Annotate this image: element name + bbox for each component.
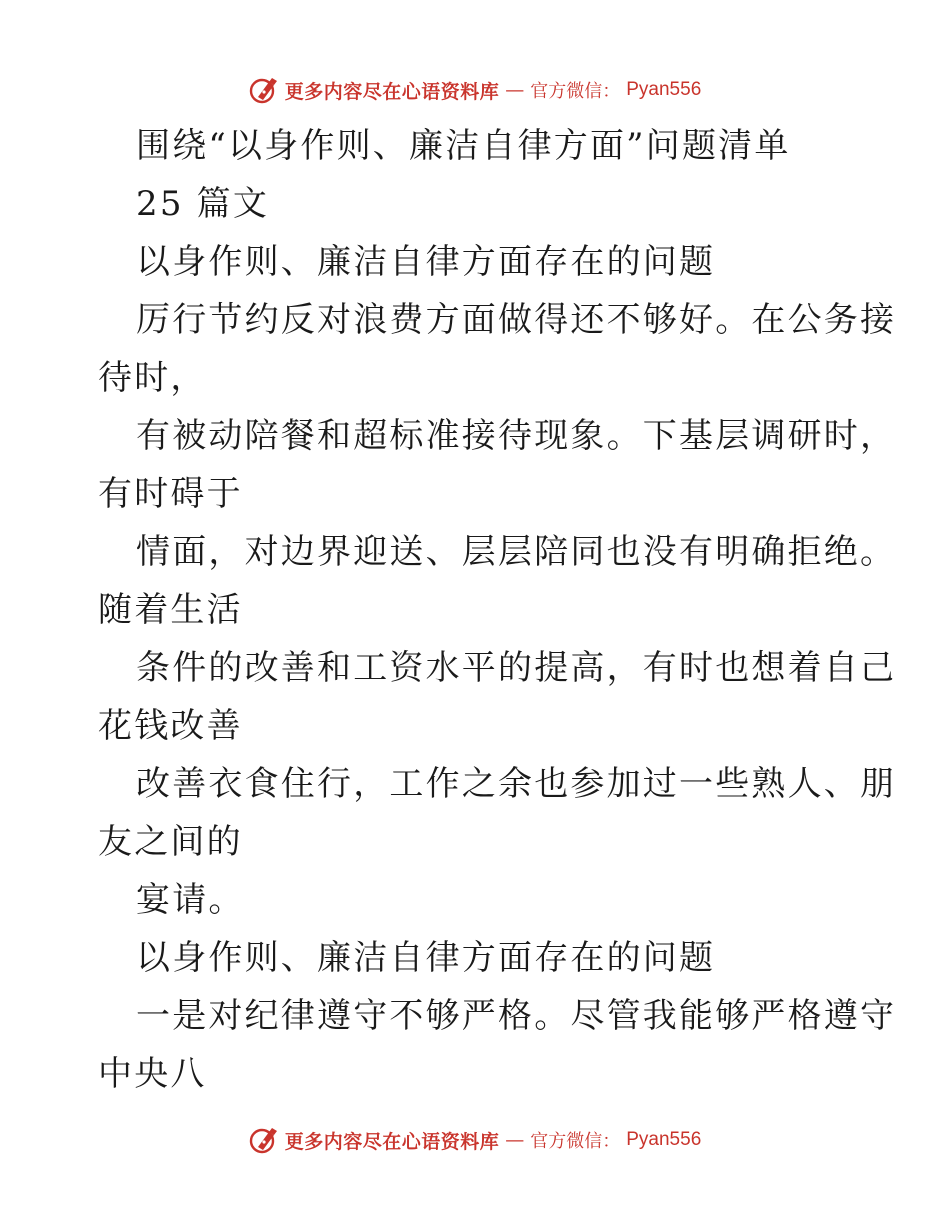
paragraph-line: 一是对纪律遵守不够严格。尽管我能够严格遵守 bbox=[136, 996, 897, 1036]
footer-watermark-banner bbox=[0, 1120, 950, 1160]
paragraph-line: 厉行节约反对浪费方面做得还不够好。在公务接 bbox=[136, 300, 897, 340]
paragraph-line: 有被动陪餐和超标准接待现象。下基层调研时， bbox=[136, 416, 897, 456]
watermark-text: 更多内容尽在心语资料库 bbox=[284, 1130, 500, 1153]
section-heading: 以身作则、廉洁自律方面存在的问题 bbox=[136, 938, 716, 978]
paragraph-line: 中央八 bbox=[98, 1054, 207, 1094]
paragraph-line: 随着生活 bbox=[98, 590, 243, 630]
watermark-text: 更多内容尽在心语资料库 bbox=[284, 80, 500, 103]
section-heading: 以身作则、廉洁自律方面存在的问题 bbox=[136, 242, 716, 282]
paragraph-line: 友之间的 bbox=[98, 822, 243, 862]
watermark-dash: — bbox=[505, 1129, 525, 1151]
paragraph-line: 改善衣食住行，工作之余也参加过一些熟人、朋 bbox=[136, 764, 897, 804]
pen-nib-circle-icon bbox=[249, 75, 279, 105]
document-body bbox=[98, 117, 897, 1103]
paragraph-line: 条件的改善和工资水平的提高，有时也想着自己 bbox=[136, 648, 897, 688]
watermark-dash: — bbox=[505, 79, 525, 101]
pen-nib-circle-icon bbox=[249, 1125, 279, 1155]
paragraph-line: 情面，对边界迎送、层层陪同也没有明确拒绝。 bbox=[136, 532, 897, 572]
paragraph-line: 有时碍于 bbox=[98, 474, 243, 514]
watermark-official-label: 官方微信： bbox=[530, 1131, 621, 1152]
paragraph-line: 待时， bbox=[98, 358, 207, 398]
document-subtitle-line: 25 篇文 bbox=[136, 184, 270, 224]
paragraph-line: 花钱改善 bbox=[98, 706, 243, 746]
watermark-wechat-id: Pyan556 bbox=[626, 1129, 702, 1150]
watermark-wechat-id: Pyan556 bbox=[626, 79, 702, 100]
document-title-line: 围绕“以身作则、廉洁自律方面”问题清单 bbox=[136, 126, 791, 166]
watermark-official-label: 官方微信： bbox=[530, 81, 621, 102]
header-watermark-banner bbox=[0, 70, 950, 110]
paragraph-line: 宴请。 bbox=[136, 880, 245, 920]
